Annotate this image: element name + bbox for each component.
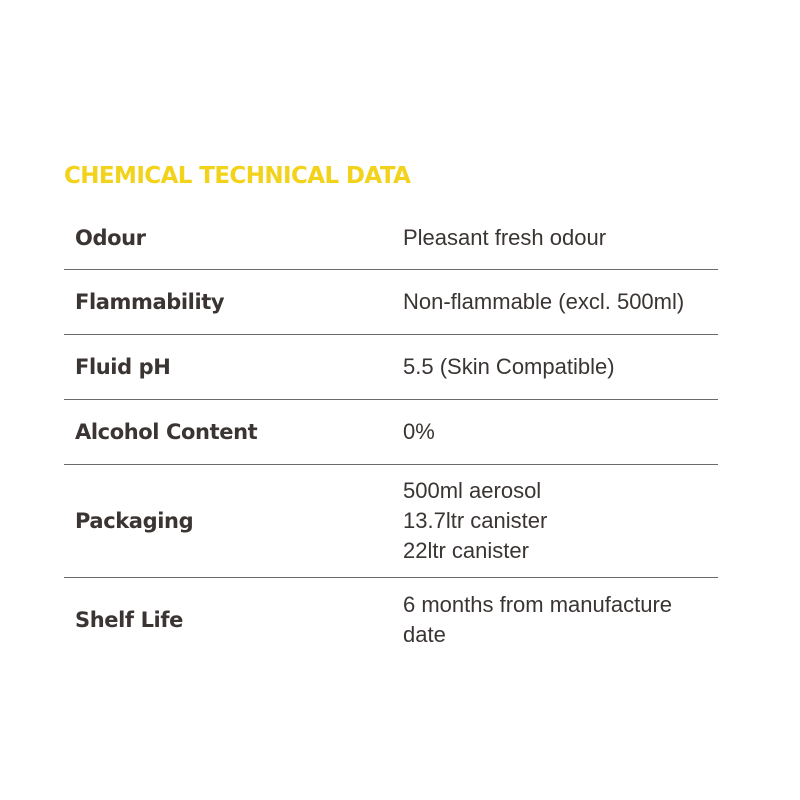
row-value [403,270,684,334]
value-line: 13.7ltr canister [403,508,548,533]
row-label: Flammability [75,290,225,314]
value-line: 6 months from manufacture [403,592,673,617]
technical-data-table [64,206,718,662]
section-heading: CHEMICAL TECHNICAL DATA [64,163,411,189]
row-label: Shelf Life [75,608,183,632]
value-line: 22ltr canister [403,538,529,563]
table-row-flammability [64,270,718,335]
row-value [403,578,672,662]
row-value [403,206,606,269]
table-row-alcohol-content [64,400,718,465]
row-value [403,465,547,577]
value-line: Pleasant fresh odour [403,224,607,250]
value-line: 0% [403,419,435,444]
table-row-shelf-life [64,578,718,662]
table-row-odour [64,206,718,270]
row-value [403,335,615,399]
value-line: 500ml aerosol [403,478,542,503]
table-row-packaging [64,465,718,578]
value-line: Non-flammable (excl. 500ml) [403,289,685,314]
value-line: date [403,622,446,647]
row-label: Packaging [75,509,194,533]
row-label: Odour [75,225,146,250]
value-line: 5.5 (Skin Compatible) [403,354,615,379]
row-label: Fluid pH [75,355,171,379]
table-row-fluid-ph [64,335,718,400]
row-value [403,400,435,464]
row-label: Alcohol Content [75,420,258,444]
